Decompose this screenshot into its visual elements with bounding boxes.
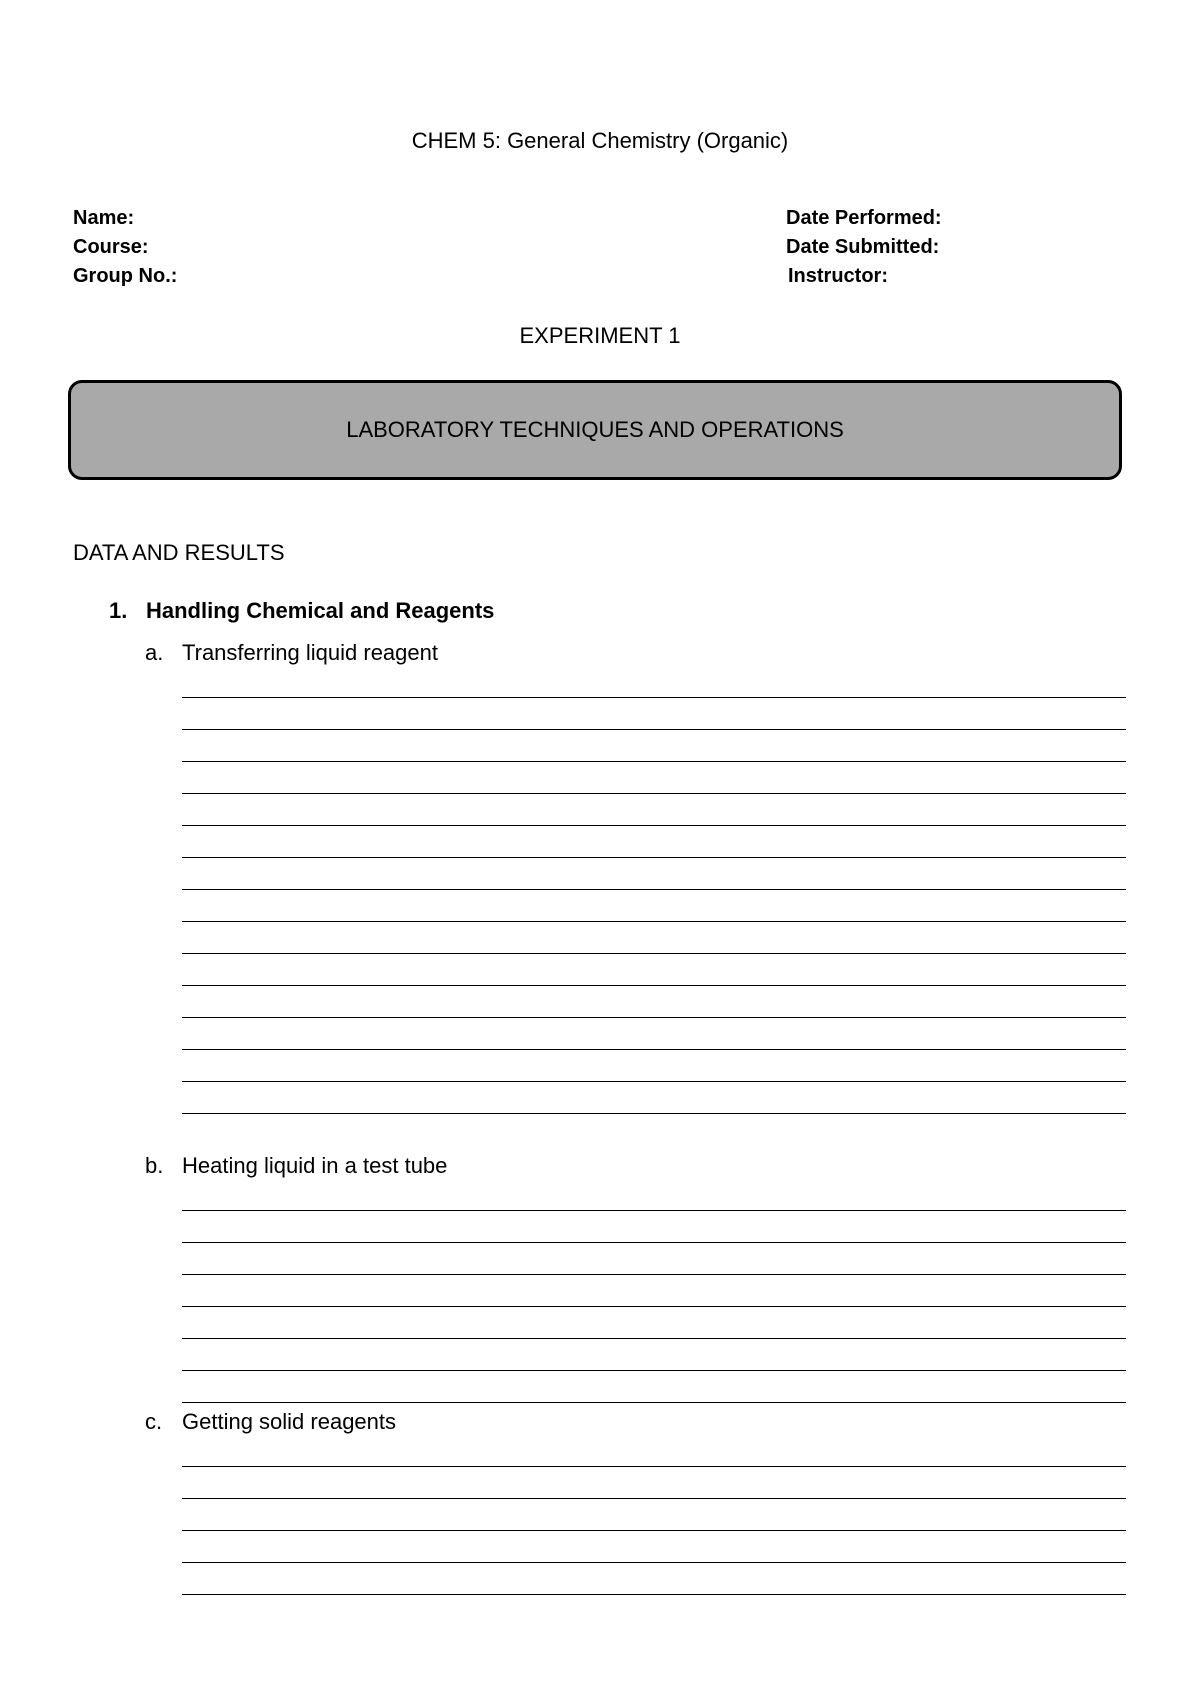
answer-line[interactable] bbox=[182, 1499, 1126, 1531]
item-number: 1. bbox=[109, 598, 128, 623]
answer-line[interactable] bbox=[182, 1082, 1126, 1114]
answer-lines-c bbox=[182, 1435, 1126, 1595]
answer-line[interactable] bbox=[182, 826, 1126, 858]
banner-title: LABORATORY TECHNIQUES AND OPERATIONS bbox=[346, 417, 844, 442]
answer-line[interactable] bbox=[182, 858, 1126, 890]
answer-line[interactable] bbox=[182, 1050, 1126, 1082]
answer-line[interactable] bbox=[182, 1339, 1126, 1371]
student-info-fields bbox=[73, 204, 177, 291]
answer-line[interactable] bbox=[182, 890, 1126, 922]
instructor-field-label: Instructor: bbox=[788, 265, 888, 287]
subitem-letter: c. bbox=[145, 1409, 163, 1434]
section-title: DATA AND RESULTS bbox=[73, 540, 285, 565]
name-field-label: Name: bbox=[73, 207, 135, 229]
answer-line[interactable] bbox=[182, 1243, 1126, 1275]
submission-info-fields bbox=[786, 204, 942, 291]
answer-line[interactable] bbox=[182, 762, 1126, 794]
answer-line[interactable] bbox=[182, 954, 1126, 986]
answer-line[interactable] bbox=[182, 1275, 1126, 1307]
answer-line[interactable] bbox=[182, 1435, 1126, 1467]
subitem-letter: a. bbox=[145, 640, 164, 665]
answer-line[interactable] bbox=[182, 666, 1126, 698]
subitem-text: Getting solid reagents bbox=[182, 1409, 397, 1434]
answer-line[interactable] bbox=[182, 1018, 1126, 1050]
answer-line[interactable] bbox=[182, 1179, 1126, 1211]
subitem-a-label bbox=[145, 640, 438, 666]
course-title: CHEM 5: General Chemistry (Organic) bbox=[411, 128, 789, 153]
course-field-label: Course: bbox=[73, 236, 149, 258]
item-title: Handling Chemical and Reagents bbox=[146, 598, 495, 623]
answer-line[interactable] bbox=[182, 698, 1126, 730]
experiment-label: EXPERIMENT 1 bbox=[519, 323, 681, 348]
subitem-text: Transferring liquid reagent bbox=[182, 640, 438, 665]
date-submitted-field-label: Date Submitted: bbox=[786, 236, 940, 258]
answer-lines-b bbox=[182, 1179, 1126, 1403]
answer-line[interactable] bbox=[182, 730, 1126, 762]
answer-line[interactable] bbox=[182, 1307, 1126, 1339]
subitem-c-label bbox=[145, 1409, 396, 1435]
answer-line[interactable] bbox=[182, 794, 1126, 826]
subitem-text: Heating liquid in a test tube bbox=[182, 1153, 448, 1178]
answer-line[interactable] bbox=[182, 1531, 1126, 1563]
group-number-field-label: Group No.: bbox=[73, 265, 178, 287]
answer-line[interactable] bbox=[182, 922, 1126, 954]
date-performed-field-label: Date Performed: bbox=[786, 207, 942, 229]
answer-lines-a bbox=[182, 666, 1126, 1114]
answer-line[interactable] bbox=[182, 1211, 1126, 1243]
subitem-letter: b. bbox=[145, 1153, 164, 1178]
answer-line[interactable] bbox=[182, 986, 1126, 1018]
experiment-title-banner bbox=[68, 380, 1122, 480]
answer-line[interactable] bbox=[182, 1467, 1126, 1499]
answer-line[interactable] bbox=[182, 1371, 1126, 1403]
subitem-b-label bbox=[145, 1153, 447, 1179]
item-heading bbox=[109, 598, 494, 624]
answer-line[interactable] bbox=[182, 1563, 1126, 1595]
